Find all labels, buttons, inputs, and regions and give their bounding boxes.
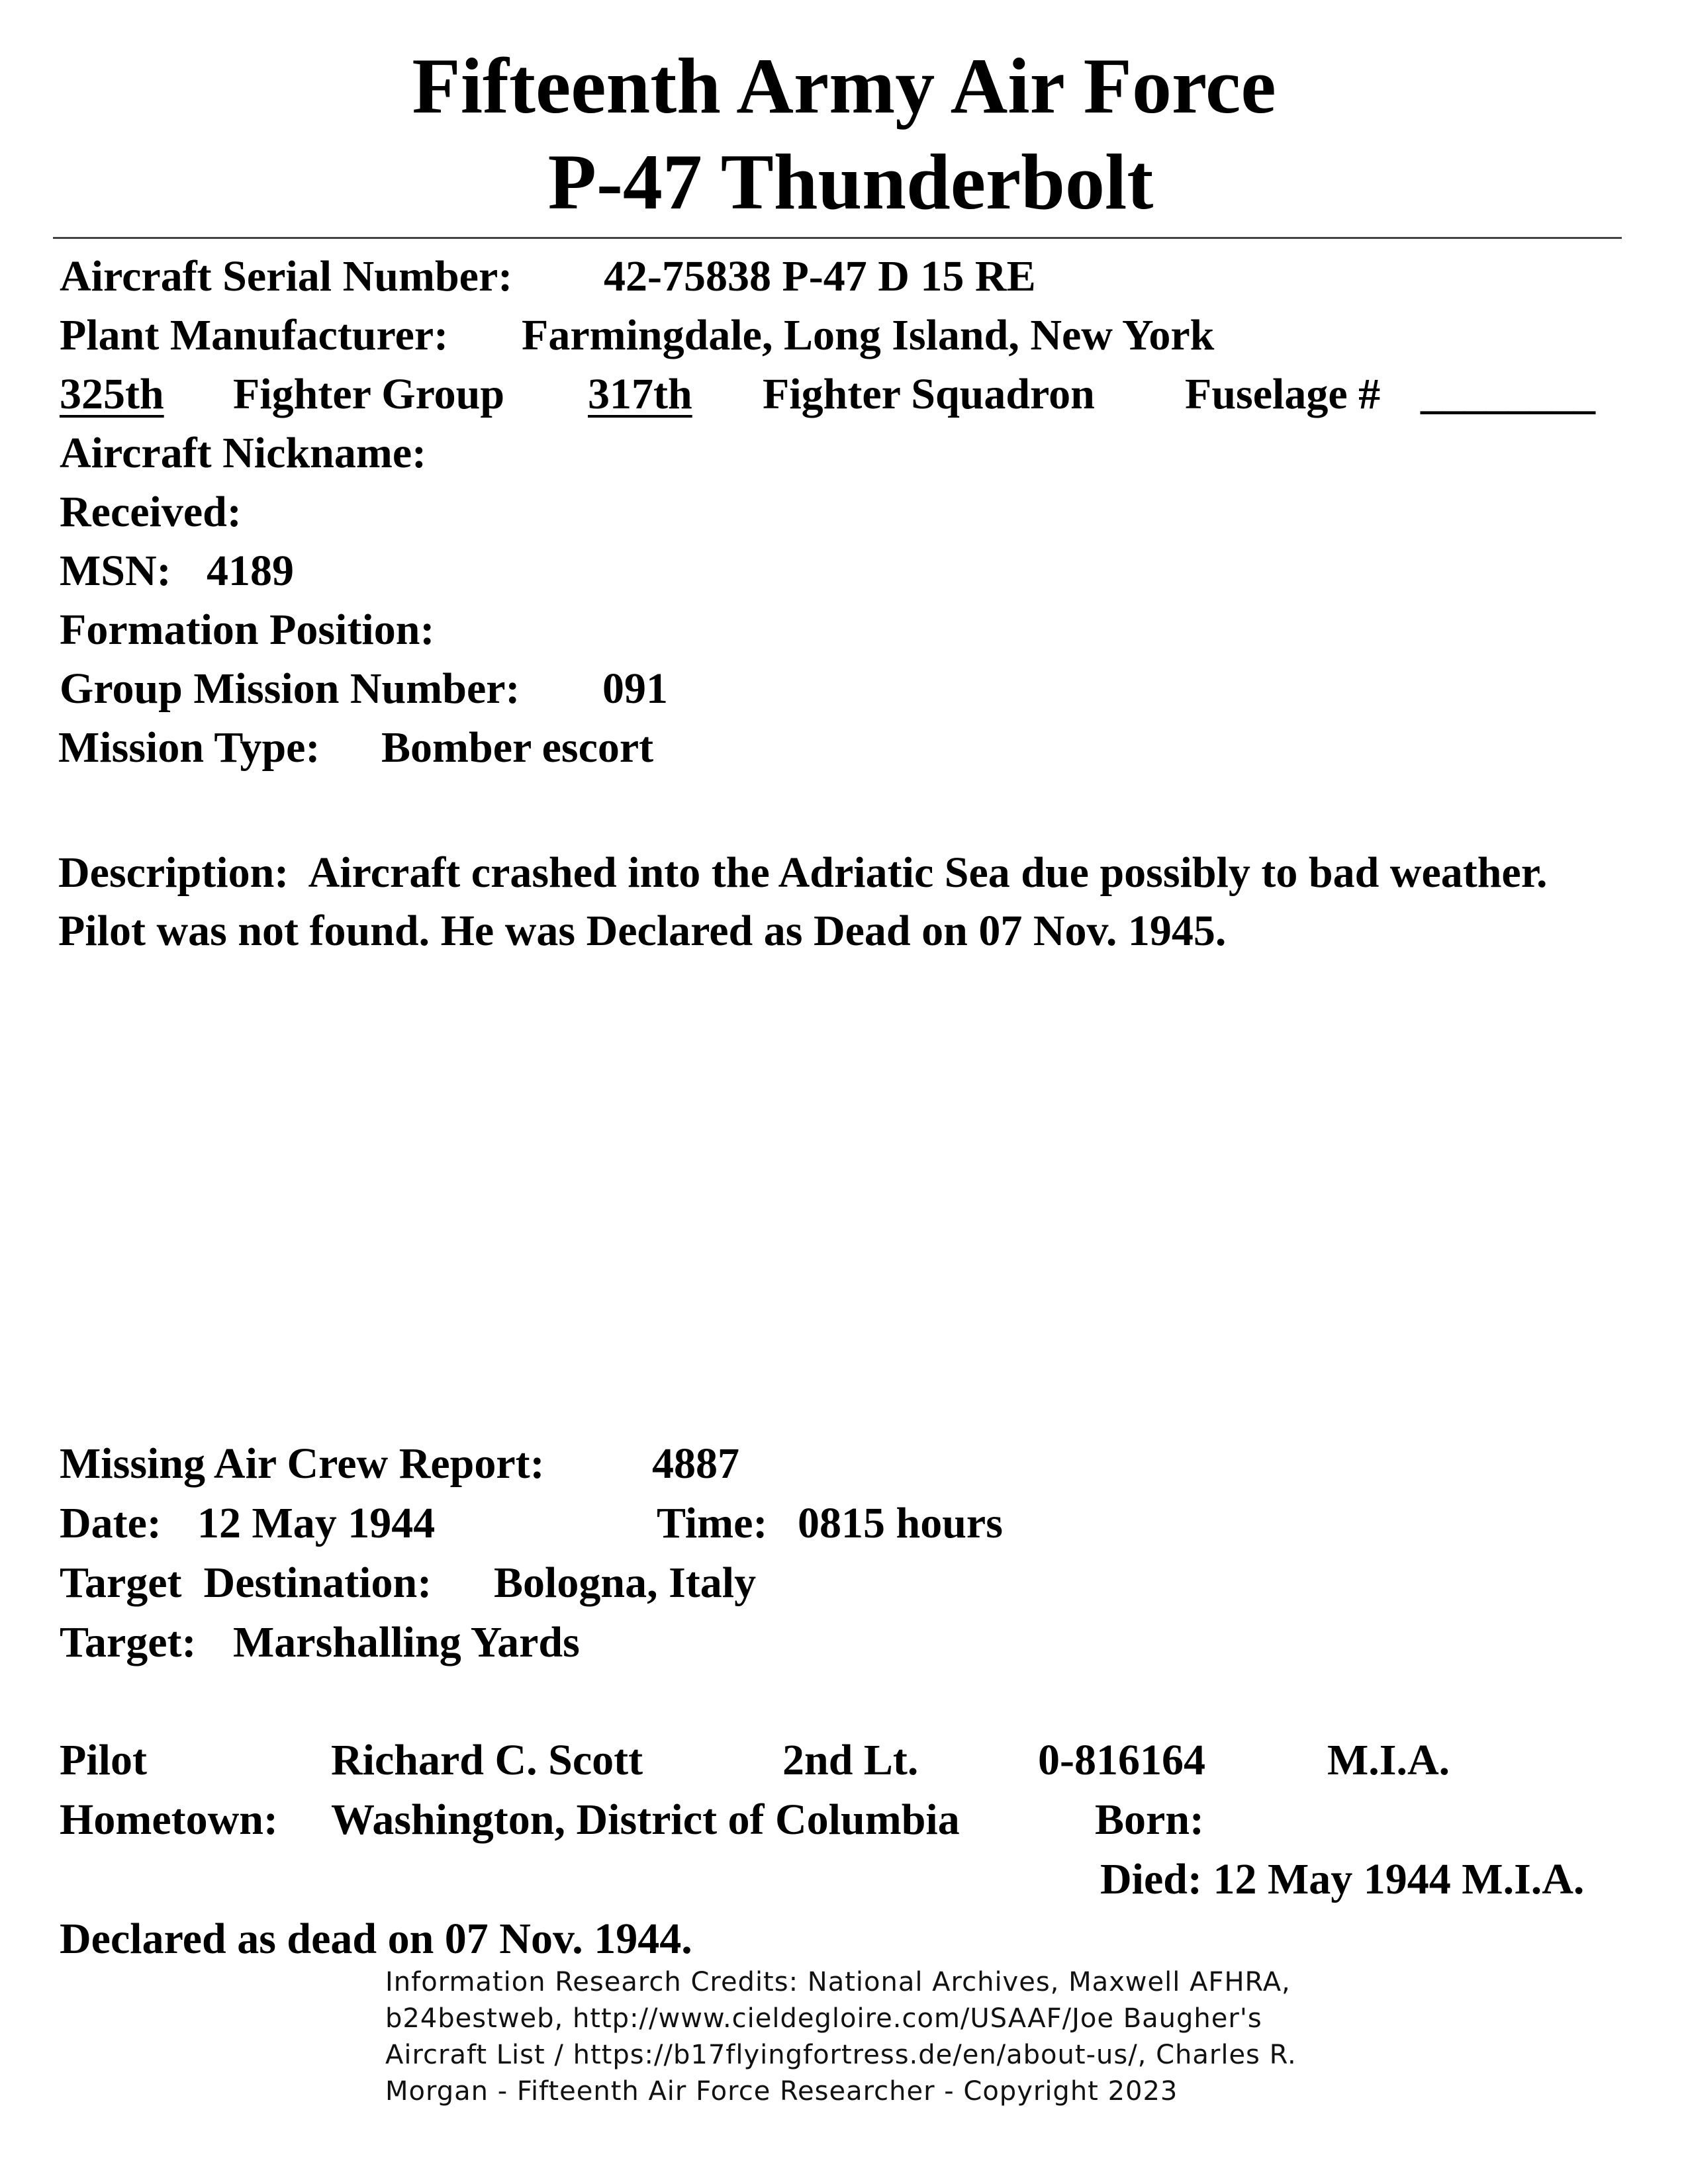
time-label: Time: <box>657 1499 768 1547</box>
mission-type-row <box>58 721 654 774</box>
declared-dead-text: Declared as dead on 07 Nov. 1944. <box>60 1915 692 1963</box>
document-title: Fifteenth Army Air Force <box>412 42 1276 130</box>
destination-row <box>60 1557 757 1610</box>
hometown-label: Hometown: <box>60 1796 278 1844</box>
group-mission-label: Group Mission Number: <box>60 664 520 713</box>
fighter-group-value: 325th <box>60 370 164 418</box>
received-label: Received: <box>60 488 242 536</box>
manufacturer-value: Farmingdale, Long Island, New York <box>522 311 1215 359</box>
macr-label: Missing Air Crew Report: <box>60 1439 545 1488</box>
mission-type-label: Mission Type: <box>58 723 320 772</box>
formation-position-label: Formation Position: <box>60 606 435 654</box>
fighter-squadron-value: 317th <box>588 370 692 418</box>
macr-row <box>60 1437 739 1490</box>
manufacturer-label: Plant Manufacturer: <box>60 311 449 359</box>
header-divider <box>53 237 1622 239</box>
description-text: Aircraft crashed into the Adriatic Sea due possibly to bad weather. Pilot was not found. He was Declared as Dead on 07 Nov. 1945. <box>58 848 1548 955</box>
description-block <box>58 844 1634 960</box>
serial-number-label: Aircraft Serial Number: <box>60 252 513 300</box>
fighter-group-label: Fighter Group <box>233 370 505 418</box>
group-mission-row <box>60 662 668 715</box>
target-label: Target: <box>60 1618 197 1666</box>
macr-value: 4887 <box>652 1439 739 1488</box>
mission-type-value: Bomber escort <box>381 723 654 772</box>
hometown-row <box>60 1794 1516 1846</box>
target-value: Marshalling Yards <box>233 1618 580 1666</box>
crew-status: M.I.A. <box>1327 1736 1450 1784</box>
crew-row <box>60 1734 1516 1787</box>
target-row <box>60 1616 580 1669</box>
date-value: 12 May 1944 <box>197 1499 436 1547</box>
hometown-value: Washington, District of Columbia <box>331 1796 960 1844</box>
description-label: Description: <box>58 848 289 897</box>
died-text: Died: 12 May 1944 M.I.A. <box>1100 1855 1585 1903</box>
serial-number-value: 42-75838 P-47 D 15 RE <box>604 252 1036 300</box>
fighter-squadron-label: Fighter Squadron <box>763 370 1095 418</box>
crew-name: Richard C. Scott <box>331 1736 643 1784</box>
serial-number-row <box>60 250 1036 303</box>
destination-label: Target Destination: <box>60 1559 432 1607</box>
crew-serial: 0-816164 <box>1038 1736 1205 1784</box>
msn-row <box>60 545 294 598</box>
msn-value: 4189 <box>207 547 294 595</box>
research-credits: Information Research Credits: National Archives, Maxwell AFHRA, b24bestweb, http://www.cieldegloire.com/USAAF/Joe Baugher's Aircraft List / https://b17flyingfortress.de/en/about-us/, Charles R. Morgan - Fifteenth Air Force Researcher - Copyright 2023 <box>385 1967 1297 2107</box>
time-value: 0815 hours <box>798 1499 1003 1547</box>
fuselage-label: Fuselage # <box>1185 370 1381 418</box>
msn-label: MSN: <box>60 547 171 595</box>
manufacturer-row <box>60 309 1215 362</box>
document-subtitle: P-47 Thunderbolt <box>547 138 1154 226</box>
date-label: Date: <box>60 1499 162 1547</box>
nickname-label: Aircraft Nickname: <box>60 429 427 477</box>
born-label: Born: <box>1095 1796 1204 1844</box>
unit-row <box>60 368 1622 421</box>
date-time-row <box>60 1497 1003 1550</box>
group-mission-value: 091 <box>602 664 668 713</box>
crew-role: Pilot <box>60 1736 147 1784</box>
destination-value: Bologna, Italy <box>494 1559 757 1607</box>
crew-rank: 2nd Lt. <box>782 1736 919 1784</box>
fuselage-value: ________ <box>1421 370 1595 418</box>
